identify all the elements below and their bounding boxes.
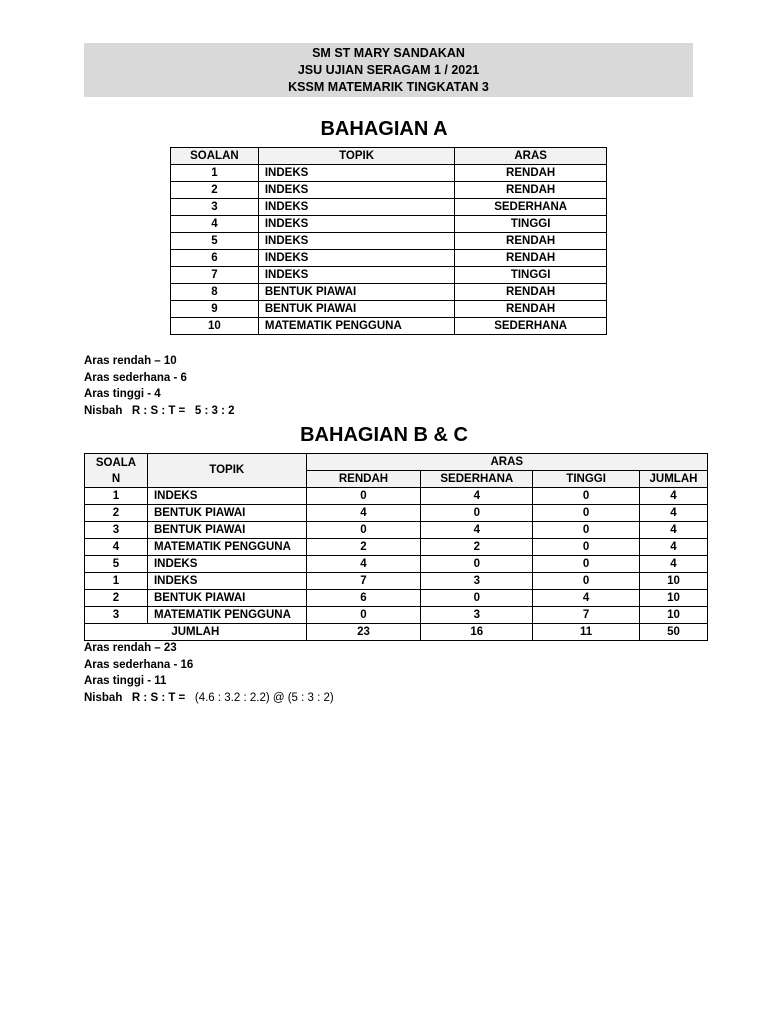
cell-soalan: 3 — [171, 199, 259, 216]
cell-topik: INDEKS — [258, 267, 454, 284]
total-rendah: 23 — [306, 624, 421, 641]
section-a-notes — [84, 353, 235, 420]
note-aras-rendah: Aras rendah – 23 — [84, 642, 177, 654]
cell-soalan: 10 — [171, 318, 259, 335]
cell-tinggi: 7 — [533, 607, 640, 624]
total-label: JUMLAH — [85, 624, 307, 641]
cell-aras: TINGGI — [455, 216, 607, 233]
section-bc-notes — [84, 640, 334, 707]
cell-rendah: 0 — [306, 488, 421, 505]
cell-topik: BENTUK PIAWAI — [147, 505, 306, 522]
table-row — [171, 199, 607, 216]
cell-soalan: 3 — [85, 522, 148, 539]
cell-sederhana: 0 — [421, 590, 533, 607]
cell-soalan: 4 — [85, 539, 148, 556]
cell-rendah: 4 — [306, 505, 421, 522]
cell-soalan: 2 — [85, 590, 148, 607]
cell-aras: RENDAH — [455, 284, 607, 301]
cell-jumlah: 4 — [639, 539, 707, 556]
cell-soalan: 4 — [171, 216, 259, 233]
section-bc-title: BAHAGIAN B & C — [300, 424, 468, 446]
table-row — [85, 573, 708, 590]
table-row — [85, 488, 708, 505]
cell-soalan: 8 — [171, 284, 259, 301]
header-aras: ARAS — [306, 454, 707, 471]
cell-aras: RENDAH — [455, 301, 607, 318]
cell-rendah: 7 — [306, 573, 421, 590]
cell-topik: BENTUK PIAWAI — [258, 301, 454, 318]
note-aras-rendah: Aras rendah – 10 — [84, 355, 177, 367]
table-row — [171, 233, 607, 250]
cell-soalan: 3 — [85, 607, 148, 624]
cell-soalan: 1 — [171, 165, 259, 182]
cell-tinggi: 0 — [533, 556, 640, 573]
table-row — [85, 556, 708, 573]
note-aras-tinggi: Aras tinggi - 11 — [84, 675, 167, 688]
note-aras-sederhana: Aras sederhana - 6 — [84, 371, 187, 384]
cell-topik: MATEMATIK PENGGUNA — [147, 607, 306, 624]
document-header — [84, 43, 693, 97]
cell-topik: INDEKS — [258, 165, 454, 182]
cell-tinggi: 0 — [533, 573, 640, 590]
cell-topik: BENTUK PIAWAI — [258, 284, 454, 301]
section-bc-table — [84, 453, 708, 641]
header-jumlah: JUMLAH — [639, 471, 707, 488]
note-aras-tinggi: Aras tinggi - 4 — [84, 388, 161, 401]
table-row — [85, 522, 708, 539]
cell-aras: SEDERHANA — [455, 199, 607, 216]
cell-sederhana: 4 — [421, 522, 533, 539]
cell-sederhana: 0 — [421, 505, 533, 522]
table-row — [85, 539, 708, 556]
cell-tinggi: 0 — [533, 488, 640, 505]
header-aras: ARAS — [455, 148, 607, 165]
header-sederhana: SEDERHANA — [421, 471, 533, 488]
cell-topik: INDEKS — [258, 199, 454, 216]
header-topik: TOPIK — [147, 454, 306, 488]
cell-rendah: 0 — [306, 607, 421, 624]
table-row — [85, 590, 708, 607]
cell-topik: BENTUK PIAWAI — [147, 590, 306, 607]
cell-soalan: 1 — [85, 488, 148, 505]
cell-sederhana: 3 — [421, 573, 533, 590]
table-row — [171, 182, 607, 199]
table-row — [85, 505, 708, 522]
table-row — [171, 250, 607, 267]
cell-topik: INDEKS — [147, 556, 306, 573]
nisbah-label: Nisbah R : S : T = — [84, 692, 195, 705]
total-tinggi: 11 — [533, 624, 640, 641]
cell-soalan: 5 — [85, 556, 148, 573]
header-rendah: RENDAH — [306, 471, 421, 488]
cell-topik: BENTUK PIAWAI — [147, 522, 306, 539]
cell-topik: MATEMATIK PENGGUNA — [258, 318, 454, 335]
cell-soalan: 7 — [171, 267, 259, 284]
cell-tinggi: 0 — [533, 539, 640, 556]
note-aras-sederhana: Aras sederhana - 16 — [84, 658, 194, 671]
cell-topik: INDEKS — [258, 233, 454, 250]
total-jumlah: 50 — [639, 624, 707, 641]
table-row — [171, 267, 607, 284]
cell-topik: INDEKS — [258, 182, 454, 199]
cell-soalan: 6 — [171, 250, 259, 267]
cell-jumlah: 4 — [639, 522, 707, 539]
table-row — [171, 301, 607, 318]
cell-jumlah: 4 — [639, 505, 707, 522]
cell-sederhana: 3 — [421, 607, 533, 624]
total-sederhana: 16 — [421, 624, 533, 641]
cell-rendah: 2 — [306, 539, 421, 556]
cell-sederhana: 2 — [421, 539, 533, 556]
table-row — [171, 284, 607, 301]
cell-rendah: 0 — [306, 522, 421, 539]
cell-topik: MATEMATIK PENGGUNA — [147, 539, 306, 556]
cell-topik: INDEKS — [258, 216, 454, 233]
cell-tinggi: 0 — [533, 522, 640, 539]
table-row — [85, 607, 708, 624]
cell-soalan: 1 — [85, 573, 148, 590]
cell-aras: RENDAH — [455, 182, 607, 199]
cell-soalan: 2 — [171, 182, 259, 199]
cell-aras: TINGGI — [455, 267, 607, 284]
cell-rendah: 6 — [306, 590, 421, 607]
cell-soalan: 2 — [85, 505, 148, 522]
table-row — [171, 318, 607, 335]
header-soalan: SOALAN — [171, 148, 259, 165]
cell-rendah: 4 — [306, 556, 421, 573]
cell-tinggi: 0 — [533, 505, 640, 522]
cell-topik: INDEKS — [147, 488, 306, 505]
cell-sederhana: 0 — [421, 556, 533, 573]
subject-title: KSSM MATEMARIK TINGKATAN 3 — [288, 79, 489, 94]
header-tinggi: TINGGI — [533, 471, 640, 488]
section-a-table — [170, 147, 607, 335]
school-name: SM ST MARY SANDAKAN — [312, 45, 465, 60]
cell-jumlah: 10 — [639, 607, 707, 624]
table-header-row — [171, 148, 607, 165]
exam-title: JSU UJIAN SERAGAM 1 / 2021 — [297, 62, 480, 77]
cell-soalan: 5 — [171, 233, 259, 250]
table-header-row — [85, 454, 708, 471]
cell-soalan: 9 — [171, 301, 259, 318]
cell-jumlah: 4 — [639, 488, 707, 505]
cell-topik: INDEKS — [258, 250, 454, 267]
header-soalan: SOALA N — [85, 454, 148, 488]
note-nisbah: Nisbah R : S : T = 5 : 3 : 2 — [84, 405, 235, 418]
cell-aras: RENDAH — [455, 233, 607, 250]
cell-tinggi: 4 — [533, 590, 640, 607]
table-row — [171, 216, 607, 233]
cell-jumlah: 10 — [639, 573, 707, 590]
nisbah-value: (4.6 : 3.2 : 2.2) @ (5 : 3 : 2) — [194, 692, 334, 705]
cell-sederhana: 4 — [421, 488, 533, 505]
cell-topik: INDEKS — [147, 573, 306, 590]
cell-aras: RENDAH — [455, 250, 607, 267]
cell-aras: RENDAH — [455, 165, 607, 182]
cell-jumlah: 10 — [639, 590, 707, 607]
cell-aras: SEDERHANA — [455, 318, 607, 335]
note-nisbah — [84, 690, 334, 707]
cell-jumlah: 4 — [639, 556, 707, 573]
header-topik: TOPIK — [258, 148, 454, 165]
table-row — [171, 165, 607, 182]
section-a-title: BAHAGIAN A — [320, 118, 448, 140]
total-row — [85, 624, 708, 641]
